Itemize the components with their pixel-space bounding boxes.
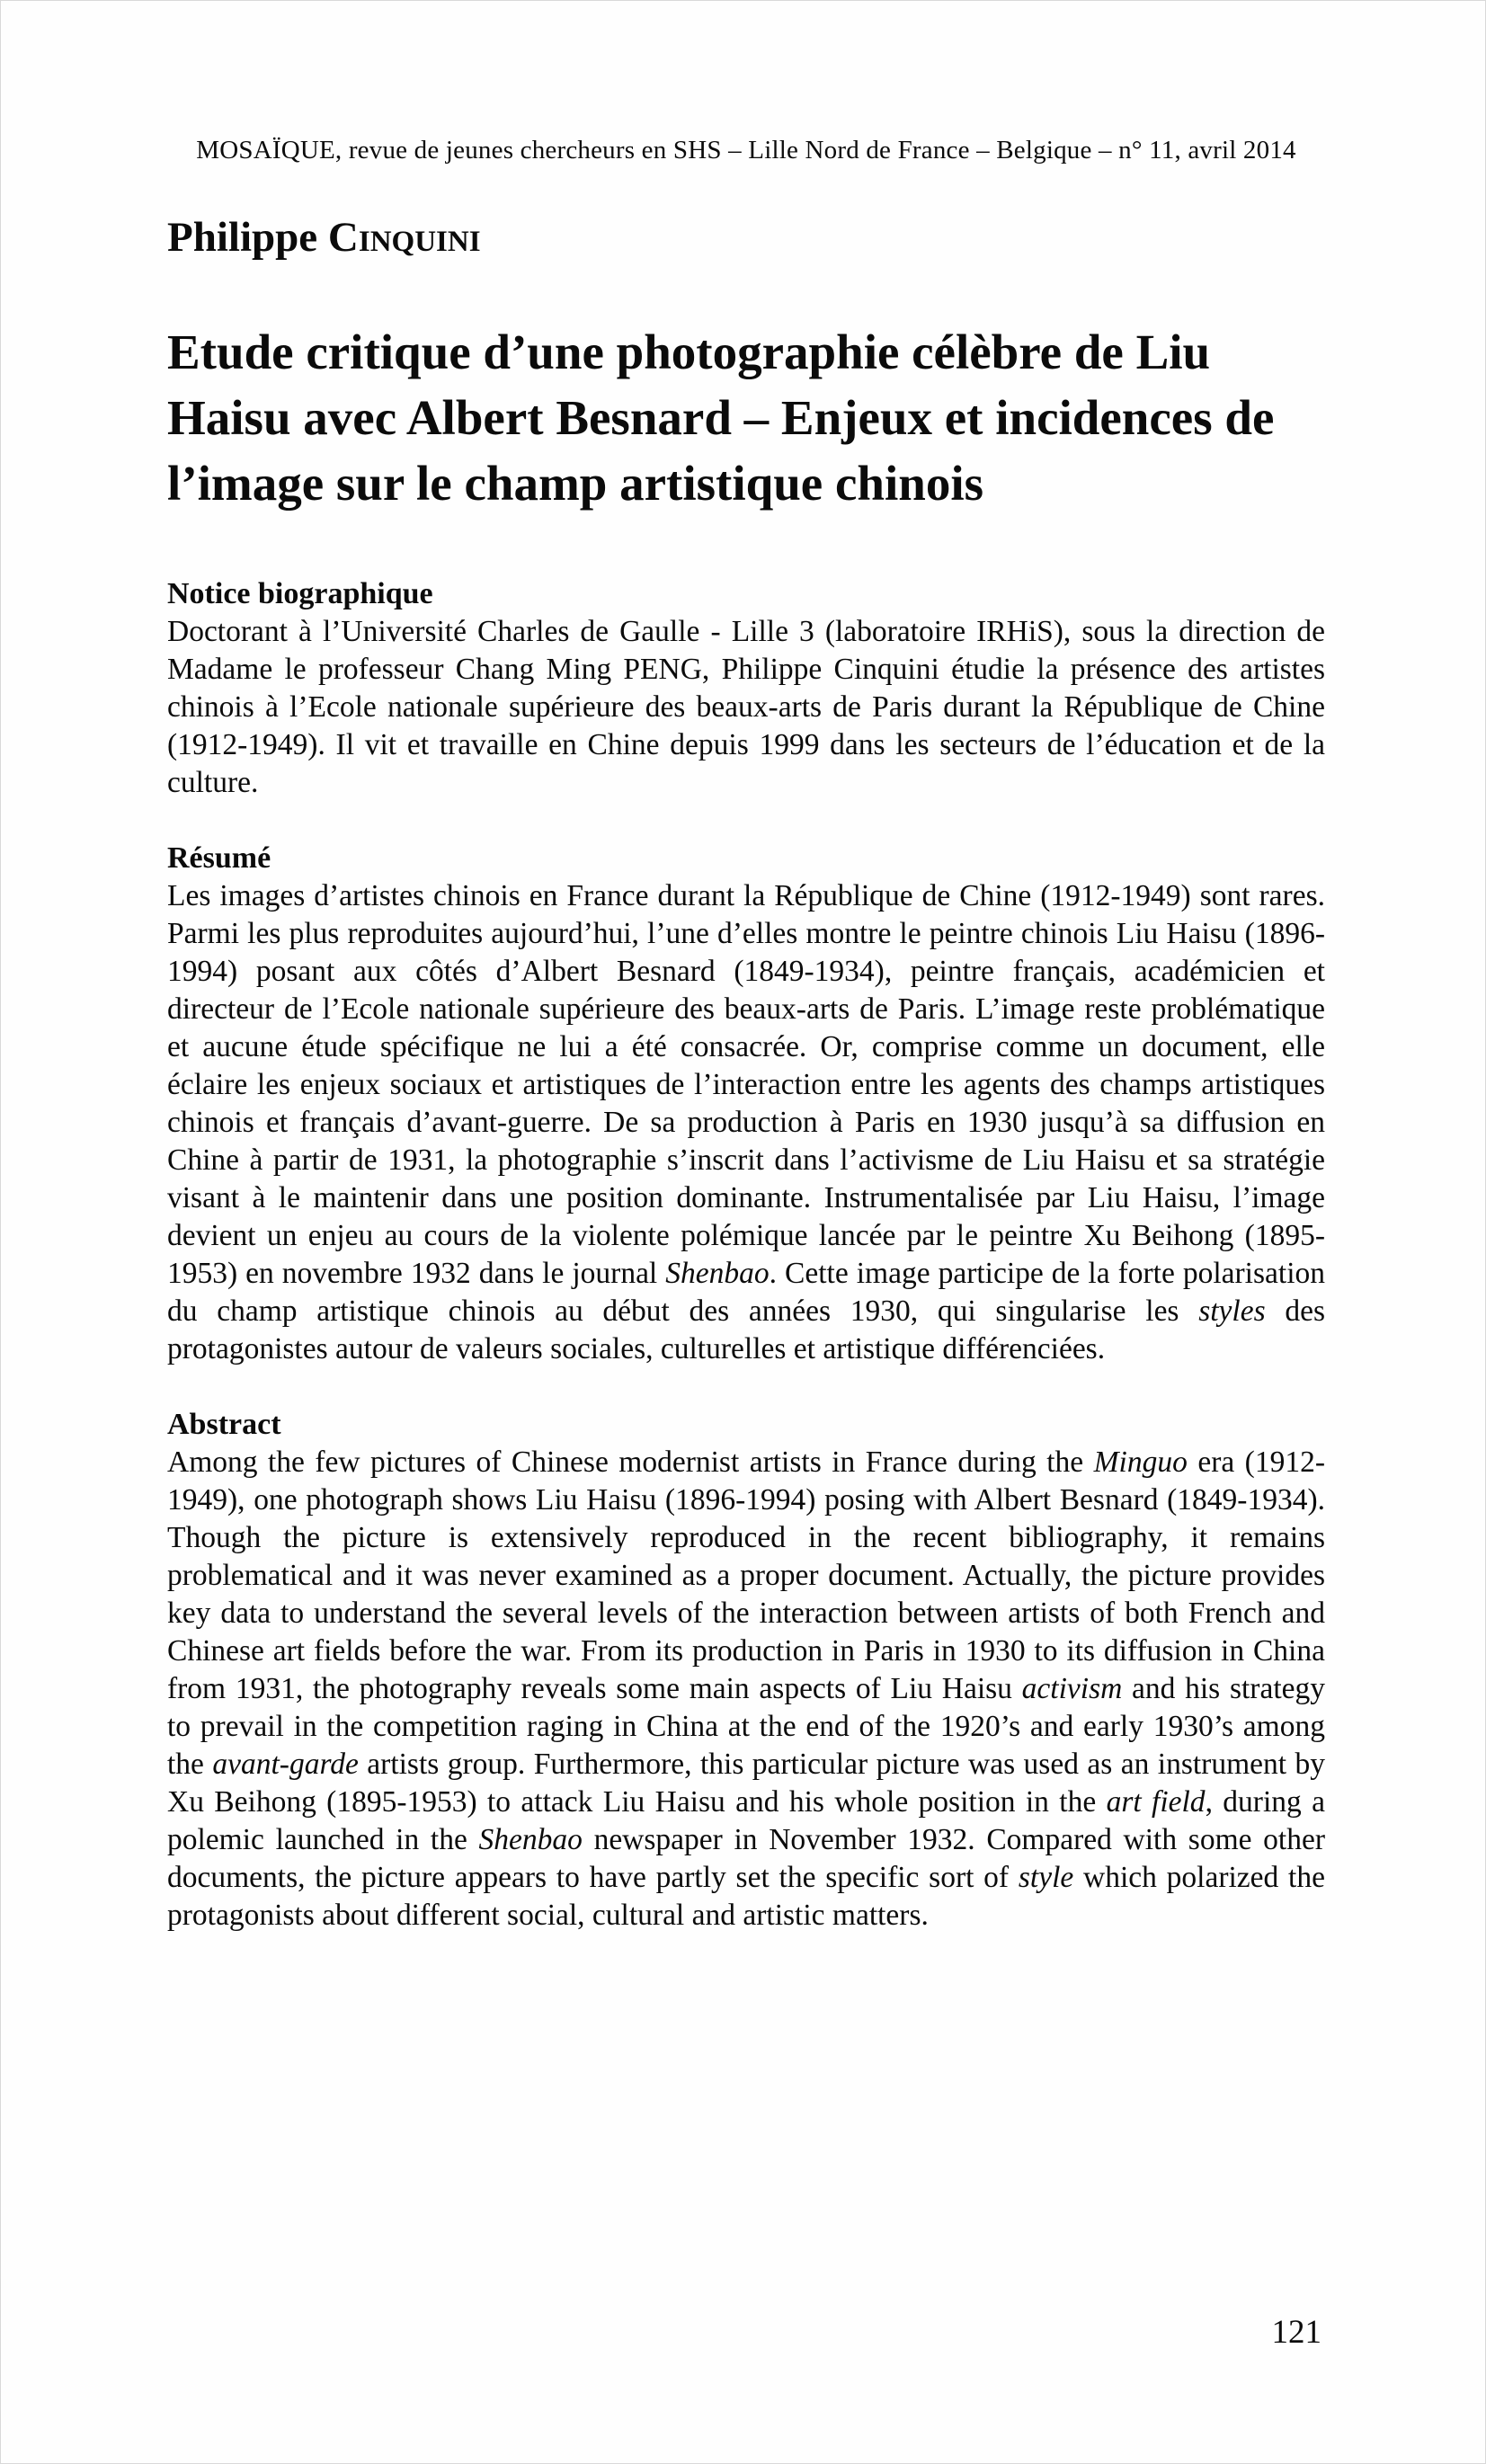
notice-biographique-heading: Notice biographique — [167, 577, 433, 610]
author-name — [167, 211, 1325, 263]
section-notice-biographique — [167, 575, 1325, 802]
author-first-name: Philippe — [167, 214, 318, 261]
resume-heading: Résumé — [167, 841, 271, 875]
section-abstract — [167, 1406, 1325, 1935]
notice-biographique-paragraph: Doctorant à l’Université Charles de Gaulle - Lille 3 (laboratoire IRHiS), sous la direction de Madame le professeur Chang Ming PENG, Philippe Cinquini étudie la présence des artistes chinois à l’Ecole nationale supérieure des beaux-arts de Paris durant la République de Chine (1912-1949). Il vit et travaille en Chine depuis 1999 dans les secteurs de l’éducation et de la culture. — [167, 615, 1325, 799]
journal-running-header: MOSAÏQUE, revue de jeunes chercheurs en SHS – Lille Nord de France – Belgique – n° 11, avril 2014 — [196, 136, 1296, 165]
author-last-name: Cinquini — [327, 214, 481, 261]
resume-paragraph: Les images d’artistes chinois en France durant la République de Chine (1912-1949) sont rares. Parmi les plus reproduites aujourd’hui, l’une d’elles montre le peintre chinois Liu Haisu (1896-1994) posant aux côtés d’Albert Besnard (1849-1934), peintre français, académicien et directeur de l’Ecole nationale supérieure des beaux-arts de Paris. L’image reste problématique et aucune étude spécifique ne lui a été consacrée. Or, comprise comme un document, elle éclaire les enjeux sociaux et artistiques de l’interaction entre les agents des champs artistiques chinois et français d’avant-guerre. De sa production à Paris en 1930 jusqu’à sa diffusion en Chine à partir de 1931, la photographie s’inscrit dans l’activisme de Liu Haisu et sa stratégie visant à le maintenir dans une position dominante. Instrumentalisée par Liu Haisu, l’image devient un enjeu au cours de la violente polémique lancée par le peintre Xu Beihong (1895-1953) en novembre 1932 dans le journal Shenbao. Cette image participe de la forte polarisation du champ artistique chinois au début des années 1930, qui singularise les styles des protagonistes autour de valeurs sociales, culturelles et artistique différenciées. — [167, 879, 1325, 1365]
article-title: Etude critique d’une photographie célèbre de Liu Haisu avec Albert Besnard – Enjeux et incidences de l’image sur le champ artistique chinois — [167, 325, 1275, 511]
text-column — [167, 1, 1325, 1935]
section-resume — [167, 840, 1325, 1368]
abstract-paragraph: Among the few pictures of Chinese modernist artists in France during the Minguo era (1912-1949), one photograph shows Liu Haisu (1896-1994) posing with Albert Besnard (1849-1934). Though the picture is extensively reproduced in the recent bibliography, it remains problematical and it was never examined as a proper document. Actually, the picture provides key data to understand the several levels of the interaction between artists of both French and Chinese art fields before the war. From its production in Paris in 1930 to its diffusion in China from 1931, the photography reveals some main aspects of Liu Haisu activism and his strategy to prevail in the competition raging in China at the end of the 1920’s and early 1930’s among the avant-garde artists group. Furthermore, this particular picture was used as an instrument by Xu Beihong (1895-1953) to attack Liu Haisu and his whole position in the art field, during a polemic launched in the Shenbao newspaper in November 1932. Compared with some other documents, the picture appears to have partly set the specific sort of style which polarized the protagonists about different social, cultural and artistic matters. — [167, 1445, 1326, 1932]
abstract-heading: Abstract — [167, 1408, 281, 1441]
page-number: 121 — [1271, 2314, 1321, 2351]
